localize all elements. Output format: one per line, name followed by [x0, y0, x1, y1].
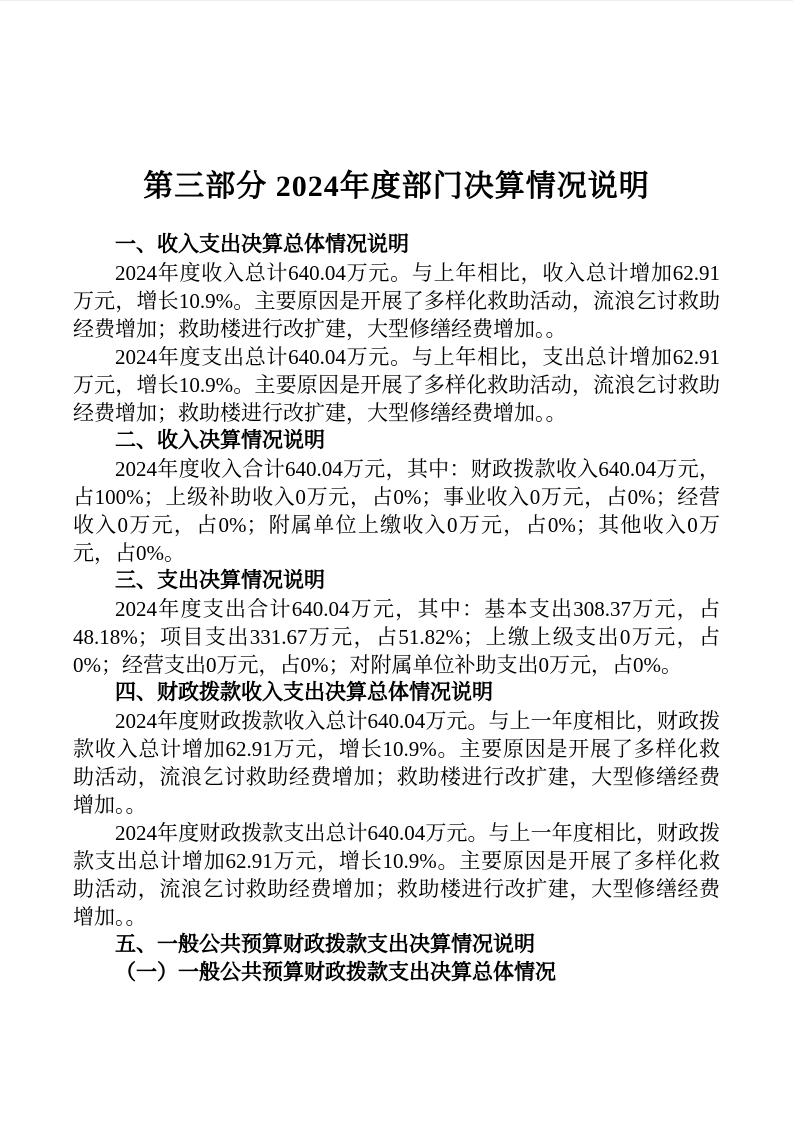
section-fiscal-appropriation-overview — [73, 679, 720, 931]
section-heading: 三、支出决算情况说明 — [115, 569, 325, 592]
paragraph: 2024年度财政拨款支出总计640.04万元。与上一年度相比，财政拨款支出总计增加62.91万元，增长10.9%。主要原因是开展了多样化救助活动，流浪乞讨救助经费增加；救助楼进行改扩建，大型修缮经费增加。。 — [73, 821, 720, 929]
section-heading: 五、一般公共预算财政拨款支出决算情况说明 — [115, 933, 535, 956]
section-heading: 一、收入支出决算总体情况说明 — [115, 233, 409, 256]
paragraph: 2024年度支出合计640.04万元，其中：基本支出308.37万元，占48.18%；项目支出331.67万元，占51.82%；上缴上级支出0万元，占0%；经营支出0万元，占0%；对附属单位补助支出0万元，占0%。 — [73, 597, 720, 677]
paragraph: 2024年度支出总计640.04万元。与上年相比，支出总计增加62.91万元，增长10.9%。主要原因是开展了多样化救助活动，流浪乞讨救助经费增加；救助楼进行改扩建，大型修缮经费增加。。 — [73, 345, 720, 425]
section-subheading: （一）一般公共预算财政拨款支出决算总体情况 — [115, 961, 556, 984]
section-heading: 四、财政拨款收入支出决算总体情况说明 — [115, 681, 493, 704]
section-expense-details — [73, 567, 720, 679]
paragraph: 2024年度财政拨款收入总计640.04万元。与上一年度相比，财政拨款收入总计增加62.91万元，增长10.9%。主要原因是开展了多样化救助活动，流浪乞讨救助经费增加；救助楼进行改扩建，大型修缮经费增加。。 — [73, 709, 720, 817]
section-income-expense-overview — [73, 231, 720, 427]
section-heading: 二、收入决算情况说明 — [115, 429, 325, 452]
section-public-budget-expense — [73, 931, 720, 987]
document-page — [0, 1, 793, 1123]
paragraph: 2024年度收入合计640.04万元，其中：财政拨款收入640.04万元，占100%；上级补助收入0万元，占0%；事业收入0万元，占0%；经营收入0万元，占0%；附属单位上缴收入0万元，占0%；其他收入0万元，占0%。 — [73, 457, 720, 565]
page-title: 第三部分 2024年度部门决算情况说明 — [143, 170, 650, 203]
section-income-details — [73, 427, 720, 567]
paragraph: 2024年度收入总计640.04万元。与上年相比，收入总计增加62.91万元，增长10.9%。主要原因是开展了多样化救助活动，流浪乞讨救助经费增加；救助楼进行改扩建，大型修缮经费增加。。 — [73, 261, 720, 341]
